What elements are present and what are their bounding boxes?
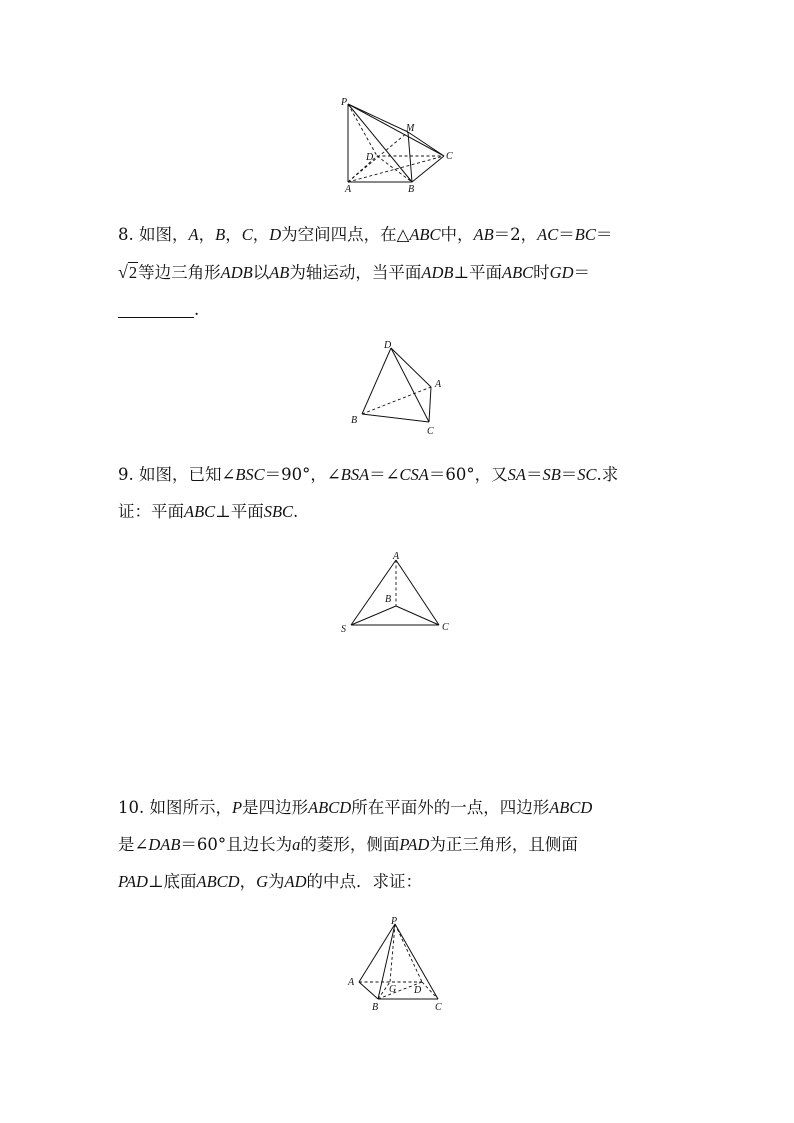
label-c: C: [435, 1002, 442, 1013]
q8-text: ⊥平面: [453, 263, 502, 282]
q8-text: 为轴运动，当平面: [289, 263, 422, 282]
figure-tetra-dabc: [345, 336, 455, 436]
figure-tetra-sabc-svg: [335, 546, 465, 641]
q8-line2: [118, 254, 590, 291]
q9-line1: [118, 456, 618, 493]
label-a: A: [345, 184, 352, 195]
label-b: B: [408, 184, 415, 195]
q10-text: 的菱形，侧面: [300, 835, 400, 854]
q9-text: ⊥平面: [215, 502, 264, 521]
label-g: G: [389, 984, 397, 995]
q8-line3: [118, 291, 199, 328]
figure-pyramid-pabcd-svg: [340, 912, 460, 1017]
q8-text: 为空间四点，在△: [281, 225, 410, 244]
q8-text: 等边三角形: [138, 263, 221, 282]
q10-text: ，: [239, 872, 257, 891]
label-p: P: [341, 97, 348, 108]
q9-var: CSA: [399, 465, 429, 484]
edge-pg: [390, 924, 395, 982]
q8-var: ADB: [421, 263, 454, 282]
q10-var: PAD: [118, 872, 148, 891]
edge-pb: [348, 104, 412, 182]
figure-tetra-dabc-svg: [345, 336, 455, 436]
label-a: A: [435, 379, 442, 390]
q9-var: SBC: [263, 502, 294, 521]
sqrt-2: √2: [118, 262, 138, 282]
q10-number: 10.: [118, 798, 145, 817]
figure-pyramid-pabcd: [340, 912, 460, 1017]
label-b: B: [351, 415, 358, 426]
q10-var: AD: [284, 872, 307, 891]
q8-text: ，: [225, 225, 242, 244]
q8-var: BC: [574, 225, 596, 244]
q9-var: SB: [542, 465, 561, 484]
q8-text: ，: [252, 225, 270, 244]
q10-var: PAD: [399, 835, 430, 854]
q10-text: 的中点．求证：: [306, 872, 422, 891]
q10-var: G: [256, 872, 268, 891]
q10-text: ⊥底面: [147, 872, 197, 891]
q10-var: DAB: [148, 835, 181, 854]
edge-ab: [359, 982, 378, 999]
label-m: M: [406, 123, 415, 134]
label-a: A: [348, 977, 355, 988]
sqrt-radicand: 2: [128, 263, 138, 282]
q9-number: 9.: [118, 465, 134, 484]
figure-pyramid-pmdc: [335, 92, 465, 202]
q8-text: 中，: [440, 225, 474, 244]
q8-var: AC: [537, 225, 559, 244]
label-c: C: [442, 622, 449, 633]
q10-text: 为: [268, 872, 285, 891]
q8-text: 时: [533, 263, 550, 282]
q9-text: .: [293, 502, 299, 521]
edge-bc: [362, 414, 429, 422]
q10-line1: [118, 789, 592, 826]
q10-text: 所在平面外的一点，四边形: [351, 798, 550, 817]
q8-text: 如图，: [139, 225, 189, 244]
q10-var: ABCD: [196, 872, 240, 891]
q9-text: ＝60°，又: [428, 465, 508, 484]
edge-mc: [408, 132, 444, 156]
label-d: D: [384, 340, 392, 351]
q9-var: ABC: [184, 502, 216, 521]
q10-var: ABCD: [308, 798, 352, 817]
q8-number: 8.: [118, 225, 134, 244]
q8-var: ADB: [220, 263, 253, 282]
q10-line3: [118, 863, 422, 900]
q8-var: A: [188, 225, 199, 244]
q9-text: .求: [596, 465, 619, 484]
q9-text: 证：平面: [118, 502, 184, 521]
q9-var: BSC: [235, 465, 265, 484]
q8-var: ABC: [502, 263, 534, 282]
label-c: C: [427, 426, 434, 437]
q10-line2: [118, 826, 578, 863]
figure-tetra-sabc: [335, 546, 465, 641]
q10-var: P: [232, 798, 243, 817]
label-d: D: [366, 152, 374, 163]
figure-pyramid-pmdc-svg: [335, 92, 465, 202]
q9-text: ＝: [525, 465, 543, 484]
q8-text: ＝: [595, 225, 613, 244]
q8-var: ABC: [409, 225, 441, 244]
q10-text: 是∠: [118, 835, 149, 854]
edge-pd: [395, 924, 422, 982]
edge-da: [391, 348, 431, 387]
q8-text: 以: [252, 263, 270, 282]
q9-var: BSA: [340, 465, 370, 484]
label-a: A: [393, 551, 400, 562]
q8-text: ，: [198, 225, 216, 244]
edge-mb: [408, 132, 412, 182]
q9-text: ＝: [560, 465, 578, 484]
q10-text: 是四边形: [242, 798, 309, 817]
edge-am: [348, 132, 408, 182]
q8-var: D: [269, 225, 282, 244]
q8-var: B: [215, 225, 226, 244]
q9-line2: [118, 493, 298, 530]
q8-var: C: [241, 225, 253, 244]
q8-text: .: [194, 300, 200, 319]
q9-text: 如图，已知∠: [139, 465, 236, 484]
edge-db: [362, 348, 391, 414]
label-b: B: [372, 1002, 379, 1013]
q9-var: SA: [507, 465, 526, 484]
label-b: B: [385, 594, 392, 605]
q10-text: 如图所示，: [149, 798, 232, 817]
edge-dc: [391, 348, 429, 422]
q9-var: SC: [577, 465, 597, 484]
q10-text: ＝60°且边长为: [180, 835, 293, 854]
q8-var: AB: [269, 263, 290, 282]
q10-var: ABCD: [549, 798, 593, 817]
q10-var: a: [292, 835, 301, 854]
edge-pm: [348, 104, 408, 132]
q10-text: 为正三角形，且侧面: [429, 835, 578, 854]
q9-text: ＝90°，∠: [264, 465, 341, 484]
q8-var: AB: [473, 225, 494, 244]
q8-text: ＝: [558, 225, 575, 244]
edge-pa: [359, 924, 395, 982]
q8-line1: [118, 216, 612, 253]
q8-text: ＝2，: [493, 225, 538, 244]
label-s: S: [341, 624, 346, 635]
q8-var: GD: [549, 263, 574, 282]
edge-ac: [429, 387, 431, 422]
label-d: D: [414, 985, 422, 996]
label-p: P: [391, 916, 398, 927]
q9-text: ＝∠: [369, 465, 400, 484]
label-c: C: [446, 151, 453, 162]
answer-blank[interactable]: [118, 301, 194, 318]
q8-text: ＝: [573, 263, 591, 282]
